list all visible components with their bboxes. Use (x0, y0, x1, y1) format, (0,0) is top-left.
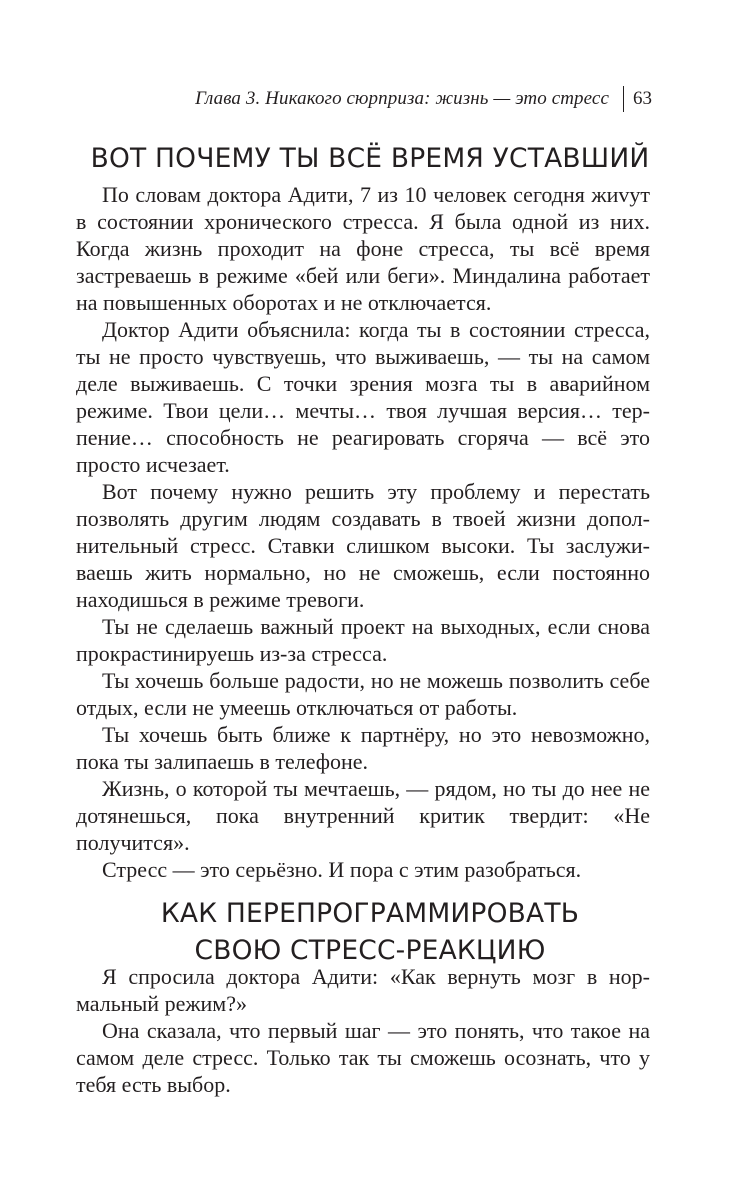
running-head-divider (623, 86, 624, 112)
paragraph: Доктор Адити объяснила: когда ты в состоянии стресса, ты не просто чувствуешь, что выживаешь, — ты на самом деле выживаешь. С точки зрения мозга ты в аварийном режиме. Твои цели… мечты… твоя лучшая версия… терпение… способность не реагировать сгоряча — всё это просто исчезает. (76, 317, 650, 477)
paragraph: По словам доктора Адити, 7 из 10 человек сегодня жиvут в состоянии хронического стресса. Я была одной из них. Когда жизнь проходит на фоне стресса, ты всё время застреваешь в режиме «бей или беги». Миндалина работает на повышенных оборотах и не отключается. (76, 182, 650, 315)
section-heading-reprogram (70, 895, 670, 969)
paragraph: Я спросила доктора Адити: «Как вернуть мозг в нормальный режим?» (76, 964, 650, 1016)
section-heading-line: СВОЮ СТРЕСС-РЕАКЦИЮ (194, 935, 546, 966)
paragraph: Вот почему нужно решить эту проблему и перестать позволять другим людям создавать в твоей жизни дополнительный стресс. Ставки слишком высоки. Ты заслуживаешь жить нормально, но не сможешь, если постоянно находишься в режиме тревоги. (76, 479, 650, 612)
page-number: 63 (633, 88, 652, 109)
paragraph: Жизнь, о которой ты мечтаешь, — рядом, но ты до нее не дотянешься, пока внутренний критик твердит: «Не получится». (76, 776, 650, 855)
paragraph: Она сказала, что первый шаг — это понять, что такое на самом деле стресс. Только так ты сможешь осознать, что у тебя есть выбор. (76, 1018, 650, 1097)
paragraph: Стресс — это серьёзно. И пора с этим разобраться. (102, 857, 582, 882)
section-heading-line: КАК ПЕРЕПРОГРАММИРОВАТЬ (160, 898, 580, 929)
paragraph: Ты не сделаешь важный проект на выходных, если снова прокрастинируешь из-за стресса. (76, 614, 650, 666)
section-heading-line: ВОТ ПОЧЕМУ ТЫ ВСЁ ВРЕМЯ УСТАВШИЙ (90, 143, 650, 174)
section-heading-tired (70, 140, 670, 177)
paragraph: Ты хочешь быть ближе к партнёру, но это невозможно, пока ты залипаешь в телефоне. (76, 722, 650, 774)
section-body-tired (76, 181, 650, 883)
running-head-chapter-title: Глава 3. Никакого сюрприза: жизнь — это стресс (195, 88, 609, 109)
section-body-reprogram (76, 963, 650, 1098)
running-head (195, 86, 652, 112)
paragraph: Ты хочешь больше радости, но не можешь позволить себе отдых, если не умеешь отключаться от работы. (76, 668, 650, 720)
